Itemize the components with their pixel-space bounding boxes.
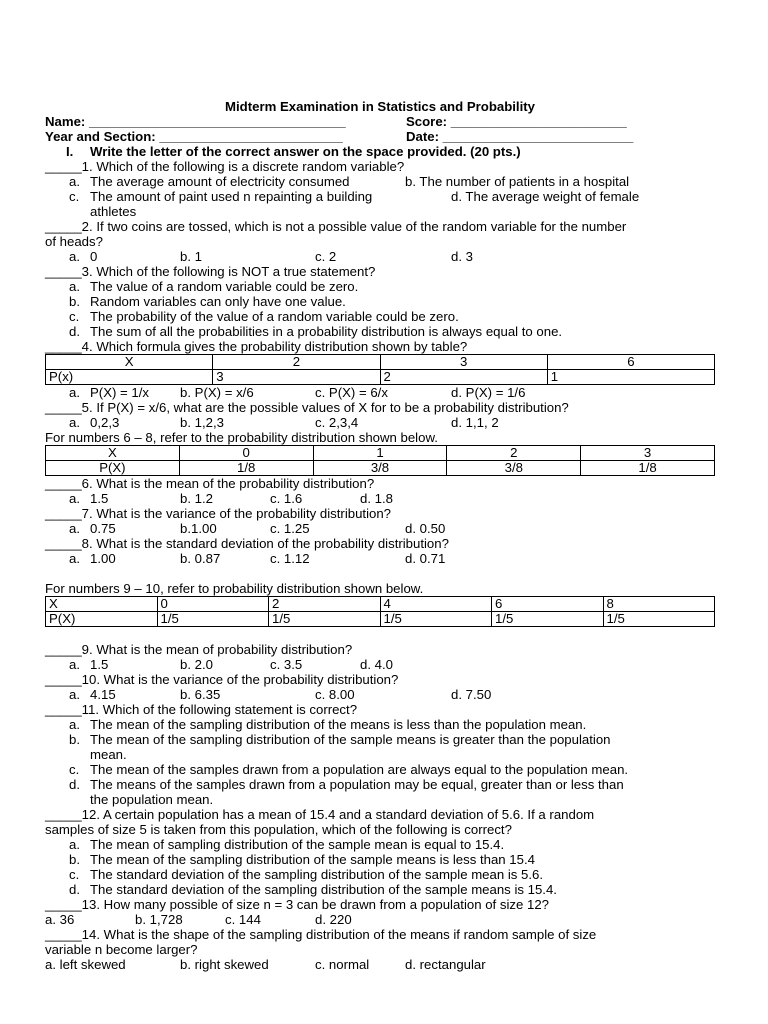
table-cell: 2 bbox=[269, 597, 381, 612]
q14-option-c: c. normal bbox=[315, 957, 370, 972]
q9-option-a: 1.5 bbox=[90, 657, 109, 672]
q11-b-text: The mean of the sampling distribution of the sample means is greater than the population bbox=[90, 732, 611, 747]
q12-d-text: The standard deviation of the sampling distribution of the sample means is 15.4. bbox=[90, 882, 557, 897]
q6-a-label: a. bbox=[69, 491, 80, 506]
q5-options bbox=[45, 415, 715, 430]
question-2-line2: of heads? bbox=[45, 234, 103, 249]
q1-row-ab bbox=[45, 174, 715, 189]
reference-9-10: For numbers 9 – 10, refer to probability distribution shown below. bbox=[45, 581, 424, 596]
table-cell: 1/5 bbox=[492, 612, 604, 627]
q14-options bbox=[45, 957, 715, 972]
question-6: _____6. What is the mean of the probability distribution? bbox=[45, 476, 375, 491]
q8-option-d: d. 0.71 bbox=[405, 551, 446, 566]
q9-a-label: a. bbox=[69, 657, 80, 672]
q4-table bbox=[45, 354, 715, 385]
q12-option-a bbox=[45, 837, 715, 852]
q14-option-d: d. rectangular bbox=[405, 957, 486, 972]
q3-b-label: b. bbox=[69, 294, 80, 309]
q11-option-d bbox=[45, 777, 715, 792]
q13-option-b: b. 1,728 bbox=[135, 912, 183, 927]
q11-option-d-cont bbox=[45, 792, 715, 807]
q11-c-label: c. bbox=[69, 762, 80, 777]
q10-option-a: 4.15 bbox=[90, 687, 116, 702]
q1-option-d-continued: athletes bbox=[90, 204, 137, 219]
table-row bbox=[46, 612, 715, 627]
q7-option-c: c. 1.25 bbox=[270, 521, 310, 536]
q2-options bbox=[45, 249, 715, 264]
q3-option-d bbox=[45, 324, 715, 339]
q1-option-d: d. The average weight of female bbox=[451, 189, 640, 204]
q4-a-label: a. bbox=[69, 385, 80, 400]
q12-a-text: The mean of sampling distribution of the sample mean is equal to 15.4. bbox=[90, 837, 505, 852]
table-cell: 0 bbox=[179, 446, 313, 461]
table-cell: 8 bbox=[603, 597, 715, 612]
q10-a-label: a. bbox=[69, 687, 80, 702]
table-cell: 1 bbox=[313, 446, 447, 461]
q12-d-label: d. bbox=[69, 882, 80, 897]
table-cell: P(X) bbox=[46, 461, 180, 476]
q6-option-c: c. 1.6 bbox=[270, 491, 303, 506]
q3-c-label: c. bbox=[69, 309, 80, 324]
q11-option-c bbox=[45, 762, 715, 777]
q9-option-b: b. 2.0 bbox=[180, 657, 213, 672]
table-cell: 3 bbox=[581, 446, 715, 461]
q8-option-b: b. 0.87 bbox=[180, 551, 221, 566]
table-cell: X bbox=[46, 355, 213, 370]
section-instruction bbox=[45, 144, 715, 159]
question-14-line2: variable n become larger? bbox=[45, 942, 198, 957]
q1-c-label: c. bbox=[69, 189, 80, 204]
q4-option-a: P(X) = 1/x bbox=[90, 385, 149, 400]
q4-options bbox=[45, 385, 715, 400]
table-row bbox=[46, 597, 715, 612]
question-12-line2: samples of size 5 is taken from this population, which of the following is correct? bbox=[45, 822, 512, 837]
q4-option-c: c. P(X) = 6/x bbox=[315, 385, 388, 400]
q5-option-c: c. 2,3,4 bbox=[315, 415, 359, 430]
spacer bbox=[45, 566, 715, 581]
q11-d-text: The means of the samples drawn from a population may be equal, greater than or less than bbox=[90, 777, 624, 792]
table-row bbox=[46, 461, 715, 476]
q14-option-b: b. right skewed bbox=[180, 957, 269, 972]
reference-6-8: For numbers 6 – 8, refer to the probability distribution shown below. bbox=[45, 430, 438, 445]
q11-option-a bbox=[45, 717, 715, 732]
q12-c-text: The standard deviation of the sampling distribution of the sample mean is 5.6. bbox=[90, 867, 544, 882]
q10-option-b: b. 6.35 bbox=[180, 687, 221, 702]
q7-option-d: d. 0.50 bbox=[405, 521, 446, 536]
table-cell: 1/5 bbox=[380, 612, 492, 627]
section-number: I. bbox=[66, 144, 74, 159]
table-cell: 6 bbox=[547, 355, 714, 370]
score-field[interactable]: Score: ________________________ bbox=[406, 114, 627, 129]
table-cell: X bbox=[46, 597, 158, 612]
q8-option-c: c. 1.12 bbox=[270, 551, 310, 566]
question-2-line1: _____2. If two coins are tossed, which is not a possible value of the random variable for the number bbox=[45, 219, 627, 234]
q7-option-b: b.1.00 bbox=[180, 521, 217, 536]
q5-option-a: 0,2,3 bbox=[90, 415, 120, 430]
q11-d-text-continued: the population mean. bbox=[90, 792, 214, 807]
table-cell: 2 bbox=[380, 370, 547, 385]
year-row bbox=[45, 129, 715, 144]
question-7: _____7. What is the variance of the probability distribution? bbox=[45, 506, 392, 521]
q2-option-d: d. 3 bbox=[451, 249, 473, 264]
q1-option-c: The amount of paint used n repainting a building bbox=[90, 189, 373, 204]
table-cell: 3 bbox=[380, 355, 547, 370]
q12-b-text: The mean of the sampling distribution of the sample means is less than 15.4 bbox=[90, 852, 535, 867]
exam-title: Midterm Examination in Statistics and Probability bbox=[225, 99, 535, 114]
q10-option-c: c. 8.00 bbox=[315, 687, 355, 702]
q10-option-d: d. 7.50 bbox=[451, 687, 492, 702]
table-row bbox=[46, 370, 715, 385]
q7-options bbox=[45, 521, 715, 536]
table-9-10 bbox=[45, 596, 715, 627]
q2-option-b: b. 1 bbox=[180, 249, 202, 264]
question-10: _____10. What is the variance of the probability distribution? bbox=[45, 672, 399, 687]
q1-row-cd bbox=[45, 189, 715, 204]
q1-option-b: b. The number of patients in a hospital bbox=[405, 174, 630, 189]
q8-a-label: a. bbox=[69, 551, 80, 566]
table-row bbox=[46, 446, 715, 461]
q12-a-label: a. bbox=[69, 837, 80, 852]
table-row bbox=[46, 355, 715, 370]
q3-b-text: Random variables can only have one value. bbox=[90, 294, 346, 309]
q1-a-label: a. bbox=[69, 174, 80, 189]
q5-a-label: a. bbox=[69, 415, 80, 430]
q14-option-a: a. left skewed bbox=[45, 957, 126, 972]
question-8: _____8. What is the standard deviation of the probability distribution? bbox=[45, 536, 449, 551]
q3-option-a bbox=[45, 279, 715, 294]
table-cell: 1/5 bbox=[269, 612, 381, 627]
table-cell: 6 bbox=[492, 597, 604, 612]
q2-option-c: c. 2 bbox=[315, 249, 337, 264]
q4-option-d: d. P(X) = 1/6 bbox=[451, 385, 526, 400]
question-4: _____4. Which formula gives the probability distribution shown by table? bbox=[45, 339, 468, 354]
q1-row-d-cont bbox=[45, 204, 715, 219]
q13-option-a: a. 36 bbox=[45, 912, 75, 927]
q3-option-b bbox=[45, 294, 715, 309]
date-field[interactable]: Date: __________________________ bbox=[406, 129, 634, 144]
q6-option-a: 1.5 bbox=[90, 491, 109, 506]
table-cell: 3/8 bbox=[313, 461, 447, 476]
question-14-line1: _____14. What is the shape of the sampling distribution of the means if random sample of size bbox=[45, 927, 597, 942]
q1-option-a: The average amount of electricity consumed bbox=[90, 174, 350, 189]
table-cell: 1/8 bbox=[179, 461, 313, 476]
q3-a-text: The value of a random variable could be zero. bbox=[90, 279, 359, 294]
table-cell: 3 bbox=[213, 370, 380, 385]
table-cell: P(x) bbox=[46, 370, 213, 385]
q11-d-label: d. bbox=[69, 777, 80, 792]
question-9: _____9. What is the mean of probability distribution? bbox=[45, 642, 353, 657]
q3-d-text: The sum of all the probabilities in a probability distribution is always equal to one. bbox=[90, 324, 563, 339]
q5-option-d: d. 1,1, 2 bbox=[451, 415, 499, 430]
table-cell: X bbox=[46, 446, 180, 461]
year-section-field[interactable]: Year and Section: _________________________ bbox=[45, 129, 343, 144]
q11-option-b bbox=[45, 732, 715, 747]
q3-a-label: a. bbox=[69, 279, 80, 294]
table-cell: 1 bbox=[547, 370, 714, 385]
q8-option-a: 1.00 bbox=[90, 551, 116, 566]
name-field[interactable]: Name: ___________________________________ bbox=[45, 114, 346, 129]
question-13: _____13. How many possible of size n = 3 can be drawn from a population of size 12? bbox=[45, 897, 549, 912]
question-11: _____11. Which of the following statement is correct? bbox=[45, 702, 358, 717]
table-6-8 bbox=[45, 445, 715, 476]
table-cell: 1/5 bbox=[157, 612, 269, 627]
q12-option-d bbox=[45, 882, 715, 897]
q9-option-d: d. 4.0 bbox=[360, 657, 393, 672]
q7-option-a: 0.75 bbox=[90, 521, 116, 536]
q3-d-label: d. bbox=[69, 324, 80, 339]
q11-a-text: The mean of the sampling distribution of the means is less than the population mean. bbox=[90, 717, 587, 732]
section-text: Write the letter of the correct answer on the space provided. (20 pts.) bbox=[90, 144, 521, 159]
q10-options bbox=[45, 687, 715, 702]
question-5: _____5. If P(X) = x/6, what are the possible values of X for to be a probability distribution? bbox=[45, 400, 569, 415]
table-cell: 3/8 bbox=[447, 461, 581, 476]
table-cell: 0 bbox=[157, 597, 269, 612]
name-row bbox=[45, 114, 715, 129]
q12-c-label: c. bbox=[69, 867, 80, 882]
q5-option-b: b. 1,2,3 bbox=[180, 415, 224, 430]
q13-options bbox=[45, 912, 715, 927]
table-cell: 1/8 bbox=[581, 461, 715, 476]
question-12-line1: _____12. A certain population has a mean of 15.4 and a standard deviation of 5.6. If a random bbox=[45, 807, 595, 822]
table-cell: 1/5 bbox=[603, 612, 715, 627]
q12-option-c bbox=[45, 867, 715, 882]
q11-b-text-continued: mean. bbox=[90, 747, 127, 762]
q13-option-c: c. 144 bbox=[225, 912, 261, 927]
q6-options bbox=[45, 491, 715, 506]
spacer bbox=[45, 627, 715, 642]
q6-option-d: d. 1.8 bbox=[360, 491, 393, 506]
q7-a-label: a. bbox=[69, 521, 80, 536]
table-cell: 4 bbox=[380, 597, 492, 612]
table-cell: P(X) bbox=[46, 612, 158, 627]
q11-c-text: The mean of the samples drawn from a population are always equal to the population mean. bbox=[90, 762, 629, 777]
q11-a-label: a. bbox=[69, 717, 80, 732]
q3-c-text: The probability of the value of a random variable could be zero. bbox=[90, 309, 459, 324]
q3-option-c bbox=[45, 309, 715, 324]
q11-b-label: b. bbox=[69, 732, 80, 747]
q12-b-label: b. bbox=[69, 852, 80, 867]
q9-option-c: c. 3.5 bbox=[270, 657, 303, 672]
q8-options bbox=[45, 551, 715, 566]
q4-option-b: b. P(X) = x/6 bbox=[180, 385, 254, 400]
q11-option-b-cont bbox=[45, 747, 715, 762]
table-cell: 2 bbox=[213, 355, 380, 370]
q2-a-label: a. bbox=[69, 249, 80, 264]
q12-option-b bbox=[45, 852, 715, 867]
q2-option-a: 0 bbox=[90, 249, 98, 264]
table-cell: 2 bbox=[447, 446, 581, 461]
question-3: _____3. Which of the following is NOT a true statement? bbox=[45, 264, 376, 279]
exam-page bbox=[45, 99, 715, 972]
q6-option-b: b. 1.2 bbox=[180, 491, 213, 506]
q9-options bbox=[45, 657, 715, 672]
question-1: _____1. Which of the following is a discrete random variable? bbox=[45, 159, 405, 174]
q13-option-d: d. 220 bbox=[315, 912, 352, 927]
